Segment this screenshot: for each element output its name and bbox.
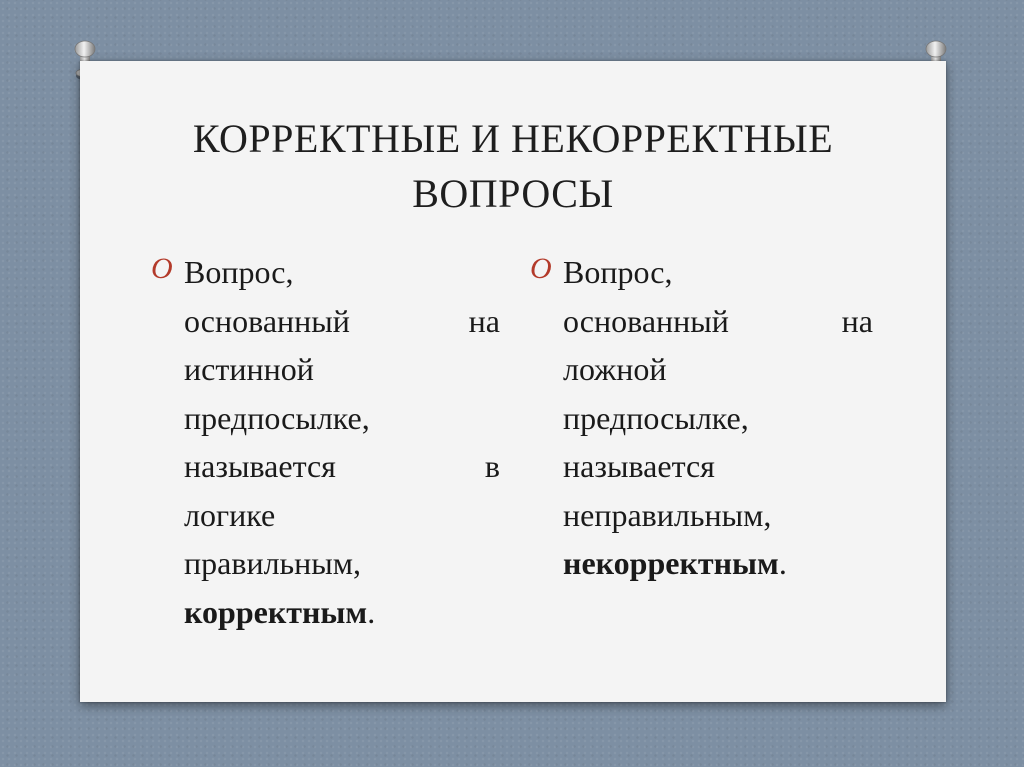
- title-line-2: ВОПРОСЫ: [412, 171, 614, 216]
- slide-title: [80, 111, 946, 221]
- right-line-7: [563, 539, 873, 588]
- left-word: основанный: [184, 302, 350, 339]
- right-line-2: [563, 297, 873, 346]
- slide-card: [80, 61, 946, 702]
- bullet-icon: O: [151, 252, 173, 285]
- left-word: называется: [184, 448, 336, 484]
- right-line-1: Вопрос,: [563, 254, 673, 290]
- left-line-7: правильным,: [184, 545, 361, 581]
- period: .: [778, 545, 787, 581]
- right-word: основанный: [563, 302, 729, 339]
- bullet-icon: O: [530, 252, 552, 285]
- right-line-5: называется: [563, 448, 715, 484]
- emphasis-incorrect: некорректным: [563, 545, 779, 581]
- title-line-1: КОРРЕКТНЫЕ И НЕКОРРЕКТНЫЕ: [192, 116, 834, 161]
- left-line-5: [184, 442, 500, 491]
- left-line-8: [184, 588, 500, 637]
- emphasis-correct: корректным: [184, 593, 368, 630]
- period: .: [367, 593, 376, 630]
- right-paragraph: [563, 248, 873, 588]
- left-word: на: [468, 302, 500, 339]
- left-line-6: логике: [184, 496, 276, 533]
- left-paragraph: [184, 248, 500, 636]
- right-line-6: неправильным,: [563, 496, 772, 533]
- right-word: на: [841, 302, 873, 339]
- left-word: в: [484, 448, 500, 484]
- left-line-1: Вопрос,: [184, 254, 294, 290]
- left-column: [151, 248, 500, 636]
- left-line-2: [184, 297, 500, 346]
- left-line-4: предпосылке,: [184, 399, 370, 436]
- right-column: [530, 248, 873, 588]
- left-line-3: истинной: [184, 351, 314, 387]
- right-line-4: предпосылке,: [563, 399, 749, 436]
- right-line-3: ложной: [563, 351, 667, 387]
